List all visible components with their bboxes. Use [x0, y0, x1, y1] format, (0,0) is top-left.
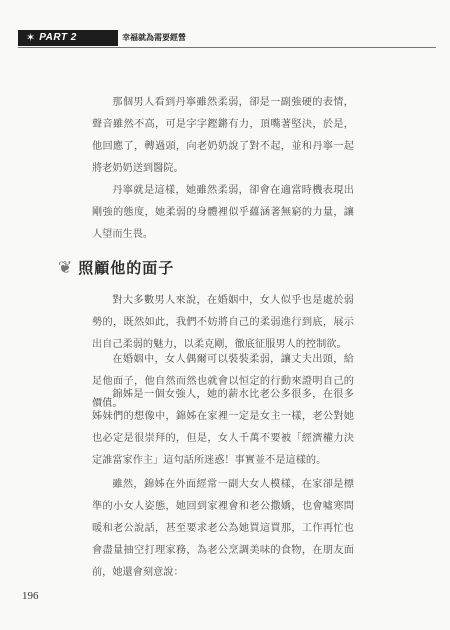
part-banner	[18, 30, 118, 46]
section-title: 照顧他的面子	[78, 259, 175, 277]
part-label: PART 2	[39, 32, 77, 43]
body-paragraph: 對大多數男人來說，在婚姻中，女人似乎也是處於弱勢的，既然如此，我們不妨將自己的柔弱進行到底，展示出自己柔弱的魅力，以柔克剛，徹底征服男人的控制欲。	[92, 295, 354, 350]
body-paragraph: 丹寧就是這樣，她雖然柔弱，卻會在適當時機表現出剛強的態度，她柔弱的身體裡似乎蘊涵著無窮的力量，讓人望而生畏。	[92, 185, 354, 240]
page-number: 196	[22, 590, 39, 602]
body-paragraph: 在婚姻中，女人偶爾可以裝裝柔弱，讓丈夫出頭，給足他面子，他自然而然也就會以恒定的行動來證明自己的價值。	[92, 354, 354, 409]
star-ornament-icon: ✶	[26, 31, 36, 44]
body-paragraph: 雖然，錦姊在外面經常一副大女人模樣，在家卻是標準的小女人姿態，她回到家裡會和老公撒嬌，也會噓寒問暖和老公說話，甚至要求老公為她買這買那，工作再忙也會盡量抽空打理家務，為老公烹調美味的食物，在朋友面前，她還會刻意說：	[92, 479, 354, 578]
chapter-title: 幸福就為需要經營	[122, 33, 186, 42]
section-heading	[58, 258, 174, 278]
leaf-ornament-icon: ❦	[58, 258, 73, 278]
body-paragraph: 那個男人看到丹寧雖然柔弱，卻是一副強硬的表情，聲音雖然不高，可是字字鏗鏘有力，頂嘴著堅決，於是，他回應了，轉過頭，向老奶奶說了對不起，並和丹寧一起將老奶奶送到醫院。	[92, 97, 354, 174]
header-divider	[18, 47, 436, 48]
body-paragraph: 錦姊是一個女強人，她的薪水比老公多很多，在很多姊妹們的想像中，錦姊在家裡一定是女主一樣，老公對她也必定是很崇拜的，但是，女人千萬不要被「經濟權力決定誰當家作主」這句話所迷惑！事實並不是這樣的。	[92, 389, 354, 466]
